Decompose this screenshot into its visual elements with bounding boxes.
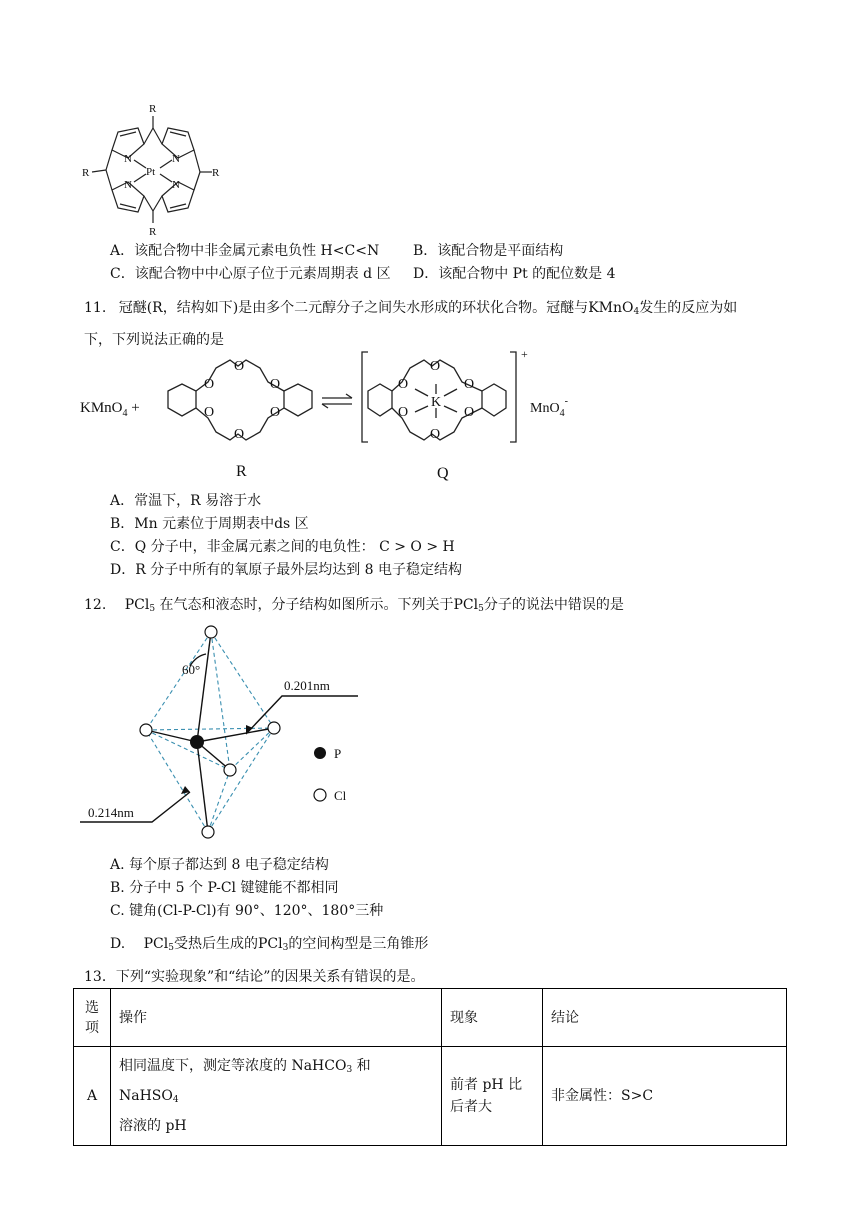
q10-option-d: D．该配合物中 Pt 的配位数是 4 bbox=[413, 266, 616, 282]
pt-label: Pt bbox=[146, 166, 156, 178]
q10-option-a: A．该配合物中非金属元素电负性 H<C<N bbox=[110, 243, 380, 259]
q12-option-c: C. 键角(Cl-P-Cl)有 90°、120°、180°三种 bbox=[110, 903, 384, 919]
svg-text:O: O bbox=[270, 377, 281, 392]
q12-option-d: D. PCl$_5$受热后生成的PCl$_3$的空间构型是三角锥形 bbox=[110, 936, 429, 953]
r-label-right: R bbox=[212, 167, 220, 179]
svg-text:O: O bbox=[398, 377, 409, 392]
r-label-bottom: R bbox=[149, 226, 157, 238]
label-q: Q bbox=[437, 465, 449, 482]
header-conclusion: 结论 bbox=[543, 989, 787, 1047]
charge-plus: + bbox=[521, 347, 528, 361]
q12-option-a: A. 每个原子都达到 8 电子稳定结构 bbox=[110, 857, 329, 873]
q13-experiment-table bbox=[73, 988, 787, 1146]
svg-text:O: O bbox=[204, 405, 215, 420]
svg-text:O: O bbox=[464, 377, 475, 392]
legend-p: P bbox=[334, 746, 342, 761]
q11-stem-line2: 下，下列说法正确的是 bbox=[84, 332, 224, 348]
q10-option-b: B．该配合物是平面结构 bbox=[413, 243, 564, 259]
product-mno4: MnO$_4$- bbox=[530, 396, 568, 419]
svg-text:O: O bbox=[270, 405, 281, 420]
q11-option-d: D．R 分子中所有的氧原子最外层均达到 8 电子稳定结构 bbox=[110, 562, 463, 578]
svg-text:O: O bbox=[234, 359, 245, 374]
label-r: R bbox=[236, 463, 247, 480]
q10-option-c: C．该配合物中中心原子位于元素周期表 d 区 bbox=[110, 266, 391, 282]
crown-ether-reaction-scheme bbox=[80, 346, 600, 486]
k-label: K bbox=[431, 395, 442, 410]
svg-text:O: O bbox=[430, 427, 441, 442]
legend-cl: Cl bbox=[334, 788, 347, 803]
q12-stem: 12. PCl$_5$ 在气态和液态时，分子结构如图所示。下列关于PCl$_5$分子的说法中错误的是 bbox=[84, 597, 624, 614]
header-operation: 操作 bbox=[111, 989, 442, 1047]
bond-length-equatorial: 0.201nm bbox=[284, 678, 330, 693]
svg-text:O: O bbox=[398, 405, 409, 420]
svg-text:O: O bbox=[464, 405, 475, 420]
q13-stem: 13．下列“实验现象”和“结论”的因果关系有错误的是。 bbox=[84, 969, 425, 985]
row-phenomenon: 前者 pH 比后者大 bbox=[442, 1047, 543, 1146]
header-option: 选项 bbox=[74, 989, 111, 1047]
header-phenomenon: 现象 bbox=[442, 989, 543, 1047]
n-label: N bbox=[172, 153, 180, 165]
angle-label: 60° bbox=[182, 662, 201, 677]
n-label: N bbox=[124, 179, 132, 191]
q11-option-a: A．常温下，R 易溶于水 bbox=[110, 493, 262, 509]
question-number: 12. bbox=[84, 597, 107, 613]
bond-length-axial: 0.214nm bbox=[88, 805, 134, 820]
q12-option-b: B. 分子中 5 个 P-Cl 键键能不都相同 bbox=[110, 880, 339, 896]
row-conclusion: 非金属性：S>C bbox=[543, 1047, 787, 1146]
q11-stem-line1: 11. 冠醚(R，结构如下)是由多个二元醇分子之间失水形成的环状化合物。冠醚与KMnO$_4$发生的反应为如 bbox=[84, 300, 738, 317]
n-label: N bbox=[172, 179, 180, 191]
q11-option-c: C．Q 分子中，非金属元素之间的电负性： C > O > H bbox=[110, 539, 455, 555]
svg-text:O: O bbox=[234, 427, 245, 442]
question-number: 11. bbox=[84, 300, 107, 316]
r-label-top: R bbox=[149, 103, 157, 115]
q11-option-b: B．Mn 元素位于周期表中ds 区 bbox=[110, 516, 309, 532]
porphyrin-pt-structure bbox=[80, 98, 220, 238]
table-row bbox=[74, 1047, 787, 1146]
n-label: N bbox=[124, 153, 132, 165]
r-label-left: R bbox=[82, 167, 90, 179]
reactant-kmno4: KMnO$_4$ + bbox=[80, 400, 140, 419]
row-option: A bbox=[74, 1047, 111, 1146]
svg-text:O: O bbox=[204, 377, 215, 392]
pcl5-structure-diagram bbox=[78, 622, 378, 844]
row-operation: 相同温度下，测定等浓度的 NaHCO$_3$ 和 NaHSO$_4$ 溶液的 pH bbox=[111, 1047, 442, 1146]
table-header-row bbox=[74, 989, 787, 1047]
svg-text:O: O bbox=[430, 359, 441, 374]
